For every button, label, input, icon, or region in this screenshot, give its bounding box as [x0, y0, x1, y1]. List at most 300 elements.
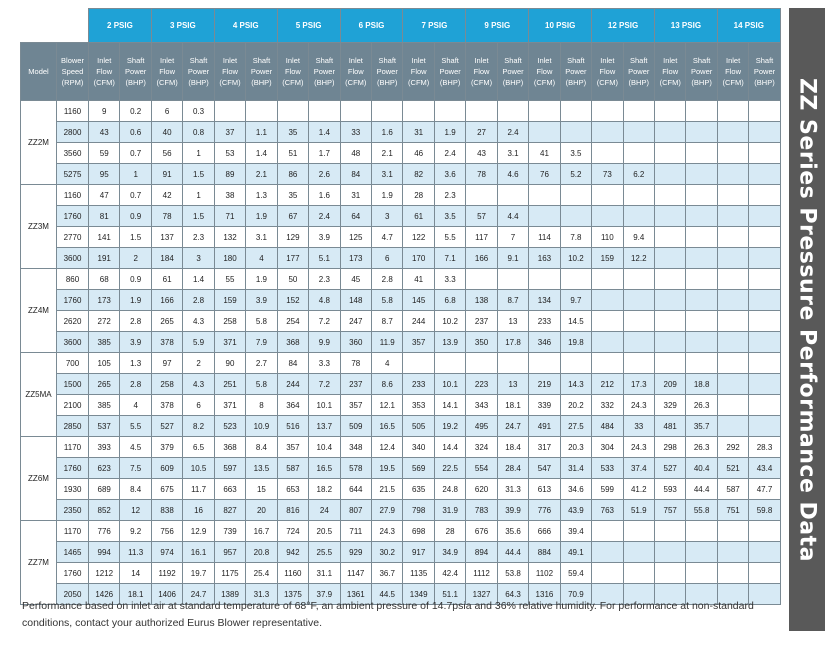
inlet-flow-cell: 125: [340, 227, 371, 248]
inlet-flow-cell: 537: [89, 416, 120, 437]
shaft-power-cell: [560, 353, 591, 374]
inlet-flow-cell: 219: [529, 374, 560, 395]
inlet-flow-cell: 78: [340, 353, 371, 374]
inlet-flow-cell: 1212: [89, 563, 120, 584]
shaft-power-cell: 8.2: [183, 416, 214, 437]
inlet-flow-cell: 368: [214, 437, 245, 458]
inlet-flow-header: Inlet Flow (CFM): [277, 43, 308, 101]
inlet-flow-cell: [717, 101, 748, 122]
table-row: [21, 395, 781, 416]
inlet-flow-cell: 527: [151, 416, 182, 437]
table-row: [21, 332, 781, 353]
inlet-flow-cell: 357: [403, 332, 434, 353]
inlet-flow-cell: [717, 290, 748, 311]
inlet-flow-cell: 67: [277, 206, 308, 227]
blower-speed-cell: 2850: [57, 416, 89, 437]
shaft-power-cell: 31.1: [309, 563, 340, 584]
performance-table: [20, 8, 781, 605]
shaft-power-cell: 19.2: [434, 416, 465, 437]
inlet-flow-cell: 61: [151, 269, 182, 290]
inlet-flow-cell: 78: [151, 206, 182, 227]
inlet-flow-cell: 35: [277, 185, 308, 206]
inlet-flow-cell: 105: [89, 353, 120, 374]
shaft-power-cell: 2.8: [120, 311, 151, 332]
inlet-flow-cell: 1175: [214, 563, 245, 584]
inlet-flow-cell: 159: [214, 290, 245, 311]
blower-speed-cell: 2770: [57, 227, 89, 248]
inlet-flow-cell: 521: [717, 458, 748, 479]
inlet-flow-cell: 587: [277, 458, 308, 479]
inlet-flow-cell: [654, 248, 685, 269]
shaft-power-cell: 10.1: [434, 374, 465, 395]
table-row: [21, 311, 781, 332]
shaft-power-header: Shaft Power (BHP): [686, 43, 717, 101]
model-cell: ZZ5MA: [21, 353, 57, 437]
table-row: [21, 479, 781, 500]
shaft-power-cell: [749, 185, 780, 206]
title-sidebar: [789, 8, 825, 631]
shaft-power-header: Shaft Power (BHP): [623, 43, 654, 101]
shaft-power-cell: 2: [120, 248, 151, 269]
shaft-power-cell: 4.4: [497, 206, 528, 227]
shaft-power-cell: 26.3: [686, 437, 717, 458]
inlet-flow-cell: 324: [466, 437, 497, 458]
shaft-power-cell: 28: [434, 521, 465, 542]
inlet-flow-cell: [592, 290, 623, 311]
shaft-power-cell: [749, 332, 780, 353]
table-row: [21, 458, 781, 479]
shaft-power-cell: [686, 542, 717, 563]
shaft-power-cell: 2.3: [434, 185, 465, 206]
shaft-power-cell: [623, 185, 654, 206]
inlet-flow-cell: 807: [340, 500, 371, 521]
shaft-power-cell: 1: [183, 143, 214, 164]
shaft-power-cell: 4: [246, 248, 277, 269]
shaft-power-cell: 35.6: [497, 521, 528, 542]
shaft-power-cell: 6.8: [434, 290, 465, 311]
inlet-flow-cell: 191: [89, 248, 120, 269]
inlet-flow-cell: [592, 101, 623, 122]
inlet-flow-cell: 756: [151, 521, 182, 542]
shaft-power-cell: 12.2: [623, 248, 654, 269]
shaft-power-cell: 2.4: [497, 122, 528, 143]
shaft-power-cell: 13.7: [309, 416, 340, 437]
inlet-flow-cell: [654, 290, 685, 311]
inlet-flow-cell: 78: [466, 164, 497, 185]
inlet-flow-cell: [717, 206, 748, 227]
shaft-power-cell: 16.7: [246, 521, 277, 542]
shaft-power-header: Shaft Power (BHP): [749, 43, 780, 101]
shaft-power-cell: 1.7: [309, 143, 340, 164]
inlet-flow-cell: 64: [340, 206, 371, 227]
inlet-flow-cell: 61: [403, 206, 434, 227]
inlet-flow-cell: 177: [277, 248, 308, 269]
shaft-power-cell: 4.6: [497, 164, 528, 185]
inlet-flow-cell: 55: [214, 269, 245, 290]
shaft-power-cell: 4.7: [372, 227, 403, 248]
inlet-flow-cell: 304: [592, 437, 623, 458]
shaft-power-cell: 59.8: [749, 500, 780, 521]
inlet-flow-cell: 31: [340, 185, 371, 206]
shaft-power-cell: 3.3: [434, 269, 465, 290]
shaft-power-cell: 36.7: [372, 563, 403, 584]
shaft-power-cell: 3.9: [246, 290, 277, 311]
inlet-flow-cell: [466, 101, 497, 122]
inlet-flow-cell: [592, 353, 623, 374]
shaft-power-header: Shaft Power (BHP): [120, 43, 151, 101]
inlet-flow-cell: 272: [89, 311, 120, 332]
inlet-flow-cell: 117: [466, 227, 497, 248]
shaft-power-header: Shaft Power (BHP): [434, 43, 465, 101]
shaft-power-cell: [749, 290, 780, 311]
inlet-flow-cell: 6: [151, 101, 182, 122]
shaft-power-cell: 59.4: [560, 563, 591, 584]
shaft-power-cell: 37.9: [309, 584, 340, 605]
shaft-power-cell: 10.9: [246, 416, 277, 437]
inlet-flow-cell: 122: [403, 227, 434, 248]
inlet-flow-cell: [403, 353, 434, 374]
inlet-flow-cell: 587: [717, 479, 748, 500]
inlet-flow-cell: 675: [151, 479, 182, 500]
pressure-header: 4 PSIG: [214, 9, 277, 43]
shaft-power-cell: 3: [183, 248, 214, 269]
shaft-power-cell: 24.7: [183, 584, 214, 605]
blower-speed-cell: 5275: [57, 164, 89, 185]
shaft-power-cell: 3.6: [434, 164, 465, 185]
inlet-flow-cell: 110: [592, 227, 623, 248]
inlet-flow-cell: 237: [466, 311, 497, 332]
blower-speed-cell: 2800: [57, 122, 89, 143]
shaft-power-cell: 7.9: [246, 332, 277, 353]
inlet-flow-cell: 254: [277, 311, 308, 332]
inlet-flow-cell: 929: [340, 542, 371, 563]
shaft-power-cell: 24: [309, 500, 340, 521]
inlet-flow-cell: 339: [529, 395, 560, 416]
inlet-flow-cell: [717, 374, 748, 395]
inlet-flow-cell: 170: [403, 248, 434, 269]
shaft-power-cell: 10.5: [183, 458, 214, 479]
inlet-flow-cell: [717, 185, 748, 206]
shaft-power-cell: 43.9: [560, 500, 591, 521]
inlet-flow-cell: [277, 101, 308, 122]
blower-speed-cell: 1760: [57, 290, 89, 311]
shaft-power-cell: [497, 185, 528, 206]
shaft-power-cell: 2.7: [246, 353, 277, 374]
inlet-flow-cell: 247: [340, 311, 371, 332]
inlet-flow-cell: 51: [277, 143, 308, 164]
shaft-power-cell: 9.2: [120, 521, 151, 542]
inlet-flow-cell: 1102: [529, 563, 560, 584]
shaft-power-cell: 39.9: [497, 500, 528, 521]
inlet-flow-cell: 364: [277, 395, 308, 416]
inlet-flow-cell: 994: [89, 542, 120, 563]
inlet-flow-cell: 379: [151, 437, 182, 458]
inlet-flow-cell: 751: [717, 500, 748, 521]
shaft-power-cell: 18.8: [686, 374, 717, 395]
shaft-power-cell: 2.6: [309, 164, 340, 185]
pressure-header: 10 PSIG: [529, 9, 592, 43]
inlet-flow-cell: 41: [529, 143, 560, 164]
shaft-power-cell: 4.3: [183, 311, 214, 332]
shaft-power-cell: [372, 101, 403, 122]
inlet-flow-cell: 53: [214, 143, 245, 164]
inlet-flow-cell: 73: [592, 164, 623, 185]
shaft-power-cell: 16.5: [309, 458, 340, 479]
blower-speed-cell: 1760: [57, 458, 89, 479]
shaft-power-cell: [686, 521, 717, 542]
inlet-flow-cell: 360: [340, 332, 371, 353]
shaft-power-cell: 3.3: [309, 353, 340, 374]
shaft-power-cell: 14.5: [560, 311, 591, 332]
inlet-flow-cell: [717, 122, 748, 143]
shaft-power-cell: 2.8: [183, 290, 214, 311]
shaft-power-cell: 3.1: [372, 164, 403, 185]
inlet-flow-cell: [654, 206, 685, 227]
inlet-flow-cell: 37: [214, 122, 245, 143]
inlet-flow-cell: 942: [277, 542, 308, 563]
pressure-header: 9 PSIG: [466, 9, 529, 43]
inlet-flow-cell: 1375: [277, 584, 308, 605]
inlet-flow-cell: 698: [403, 521, 434, 542]
shaft-power-cell: [623, 143, 654, 164]
shaft-power-cell: 25.4: [246, 563, 277, 584]
shaft-power-cell: 42.4: [434, 563, 465, 584]
blower-speed-cell: 1465: [57, 542, 89, 563]
inlet-flow-cell: 84: [277, 353, 308, 374]
shaft-power-cell: 0.3: [183, 101, 214, 122]
shaft-power-cell: 12.9: [183, 521, 214, 542]
inlet-flow-cell: [529, 353, 560, 374]
shaft-power-cell: 12: [120, 500, 151, 521]
shaft-power-cell: 8: [246, 395, 277, 416]
shaft-power-cell: [686, 248, 717, 269]
shaft-power-cell: 9.4: [623, 227, 654, 248]
model-cell: ZZ3M: [21, 185, 57, 269]
inlet-flow-cell: 623: [89, 458, 120, 479]
shaft-power-cell: 3.9: [120, 332, 151, 353]
inlet-flow-cell: 27: [466, 122, 497, 143]
shaft-power-cell: [623, 521, 654, 542]
shaft-power-cell: 18.2: [309, 479, 340, 500]
blower-speed-cell: 2350: [57, 500, 89, 521]
inlet-flow-cell: 46: [403, 143, 434, 164]
shaft-power-cell: 1.6: [309, 185, 340, 206]
inlet-flow-cell: 644: [340, 479, 371, 500]
inlet-flow-cell: [529, 206, 560, 227]
inlet-flow-cell: 223: [466, 374, 497, 395]
inlet-flow-cell: 71: [214, 206, 245, 227]
inlet-flow-cell: 68: [89, 269, 120, 290]
shaft-power-cell: 1: [183, 185, 214, 206]
shaft-power-cell: [497, 101, 528, 122]
inlet-flow-cell: 43: [466, 143, 497, 164]
inlet-flow-cell: 689: [89, 479, 120, 500]
shaft-power-cell: 33: [623, 416, 654, 437]
blower-speed-cell: 2050: [57, 584, 89, 605]
shaft-power-cell: 20.3: [560, 437, 591, 458]
inlet-flow-cell: 1327: [466, 584, 497, 605]
inlet-flow-cell: [717, 164, 748, 185]
shaft-power-cell: 20.8: [246, 542, 277, 563]
inlet-flow-cell: 1406: [151, 584, 182, 605]
inlet-flow-cell: 635: [403, 479, 434, 500]
model-cell: ZZ6M: [21, 437, 57, 521]
shaft-power-cell: 26.3: [686, 395, 717, 416]
inlet-flow-cell: [340, 101, 371, 122]
inlet-flow-cell: 593: [654, 479, 685, 500]
shaft-power-cell: 2.4: [309, 206, 340, 227]
blower-speed-cell: 1170: [57, 521, 89, 542]
shaft-power-cell: 51.1: [434, 584, 465, 605]
shaft-power-cell: [623, 269, 654, 290]
inlet-flow-cell: 166: [466, 248, 497, 269]
inlet-flow-cell: 505: [403, 416, 434, 437]
shaft-power-cell: [686, 143, 717, 164]
blower-speed-cell: 1930: [57, 479, 89, 500]
shaft-power-cell: 24.3: [372, 521, 403, 542]
inlet-flow-cell: 42: [151, 185, 182, 206]
shaft-power-cell: 1.9: [120, 290, 151, 311]
model-cell: ZZ4M: [21, 269, 57, 353]
inlet-flow-cell: 385: [89, 395, 120, 416]
shaft-power-cell: 2.1: [246, 164, 277, 185]
shaft-power-cell: [497, 353, 528, 374]
inlet-flow-cell: 152: [277, 290, 308, 311]
inlet-flow-cell: 90: [214, 353, 245, 374]
inlet-flow-cell: 1349: [403, 584, 434, 605]
shaft-power-cell: 2.4: [434, 143, 465, 164]
inlet-flow-cell: 763: [592, 500, 623, 521]
inlet-flow-cell: 816: [277, 500, 308, 521]
shaft-power-cell: [749, 416, 780, 437]
inlet-flow-cell: [654, 185, 685, 206]
inlet-flow-cell: 353: [403, 395, 434, 416]
inlet-flow-cell: [654, 143, 685, 164]
shaft-power-cell: 10.4: [309, 437, 340, 458]
blower-speed-header: Blower Speed (RPM): [57, 43, 89, 101]
inlet-flow-cell: [592, 542, 623, 563]
shaft-power-cell: 19.7: [183, 563, 214, 584]
inlet-flow-cell: 41: [403, 269, 434, 290]
shaft-power-header: Shaft Power (BHP): [560, 43, 591, 101]
inlet-flow-cell: [592, 521, 623, 542]
model-header: Model: [21, 43, 57, 101]
shaft-power-cell: 18.1: [120, 584, 151, 605]
inlet-flow-cell: [717, 563, 748, 584]
inlet-flow-cell: 527: [654, 458, 685, 479]
shaft-power-cell: 6.5: [183, 437, 214, 458]
blower-speed-cell: 1500: [57, 374, 89, 395]
shaft-power-cell: 8.6: [372, 374, 403, 395]
shaft-power-cell: 3.1: [497, 143, 528, 164]
shaft-power-cell: [749, 395, 780, 416]
inlet-flow-cell: 82: [403, 164, 434, 185]
pressure-header: 5 PSIG: [277, 9, 340, 43]
shaft-power-cell: 24.8: [434, 479, 465, 500]
shaft-power-cell: 8.4: [120, 479, 151, 500]
shaft-power-cell: [623, 206, 654, 227]
shaft-power-cell: 9.9: [309, 332, 340, 353]
shaft-power-cell: 1.4: [309, 122, 340, 143]
shaft-power-cell: 5.8: [372, 290, 403, 311]
inlet-flow-cell: 523: [214, 416, 245, 437]
inlet-flow-cell: [529, 185, 560, 206]
shaft-power-cell: 7.2: [309, 311, 340, 332]
inlet-flow-cell: [592, 269, 623, 290]
shaft-power-cell: 7.5: [120, 458, 151, 479]
shaft-power-cell: 1.1: [246, 122, 277, 143]
inlet-flow-cell: [529, 122, 560, 143]
inlet-flow-cell: 666: [529, 521, 560, 542]
inlet-flow-cell: 134: [529, 290, 560, 311]
shaft-power-cell: 5.1: [309, 248, 340, 269]
shaft-power-cell: [749, 311, 780, 332]
inlet-flow-cell: 47: [89, 185, 120, 206]
blower-speed-cell: 3600: [57, 248, 89, 269]
shaft-power-cell: 4.5: [120, 437, 151, 458]
inlet-flow-cell: 265: [151, 311, 182, 332]
inlet-flow-cell: 50: [277, 269, 308, 290]
shaft-power-cell: 1.4: [246, 143, 277, 164]
inlet-flow-cell: 776: [89, 521, 120, 542]
inlet-flow-cell: 317: [529, 437, 560, 458]
table-row: [21, 269, 781, 290]
shaft-power-cell: 1.5: [183, 206, 214, 227]
blower-speed-cell: 3560: [57, 143, 89, 164]
shaft-power-cell: 1.3: [120, 353, 151, 374]
shaft-power-cell: [434, 101, 465, 122]
table-row: [21, 437, 781, 458]
shaft-power-cell: [623, 542, 654, 563]
inlet-flow-cell: 173: [89, 290, 120, 311]
inlet-flow-cell: 783: [466, 500, 497, 521]
shaft-power-cell: 53.8: [497, 563, 528, 584]
shaft-power-cell: 4.3: [183, 374, 214, 395]
blower-speed-cell: 700: [57, 353, 89, 374]
shaft-power-cell: [623, 122, 654, 143]
shaft-power-cell: [686, 269, 717, 290]
inlet-flow-cell: [654, 122, 685, 143]
shaft-power-cell: [749, 248, 780, 269]
shaft-power-cell: 3.9: [309, 227, 340, 248]
inlet-flow-header: Inlet Flow (CFM): [403, 43, 434, 101]
shaft-power-cell: 5.2: [560, 164, 591, 185]
inlet-flow-cell: 329: [654, 395, 685, 416]
performance-table-container: [20, 8, 780, 605]
inlet-flow-cell: 212: [592, 374, 623, 395]
inlet-flow-cell: 159: [592, 248, 623, 269]
shaft-power-cell: 25.5: [309, 542, 340, 563]
pressure-header: 3 PSIG: [151, 9, 214, 43]
inlet-flow-cell: [654, 269, 685, 290]
inlet-flow-cell: [717, 521, 748, 542]
blower-speed-cell: 2620: [57, 311, 89, 332]
shaft-power-cell: 5.8: [246, 374, 277, 395]
shaft-power-cell: 10.1: [309, 395, 340, 416]
inlet-flow-cell: [717, 227, 748, 248]
shaft-power-cell: 13: [497, 311, 528, 332]
table-row: [21, 416, 781, 437]
shaft-power-cell: 39.4: [560, 521, 591, 542]
shaft-power-cell: 15: [246, 479, 277, 500]
inlet-flow-cell: 484: [592, 416, 623, 437]
shaft-power-cell: 13.5: [246, 458, 277, 479]
shaft-power-cell: 17.8: [497, 332, 528, 353]
inlet-flow-cell: [214, 101, 245, 122]
shaft-power-cell: 49.1: [560, 542, 591, 563]
inlet-flow-cell: 137: [151, 227, 182, 248]
shaft-power-cell: 55.8: [686, 500, 717, 521]
